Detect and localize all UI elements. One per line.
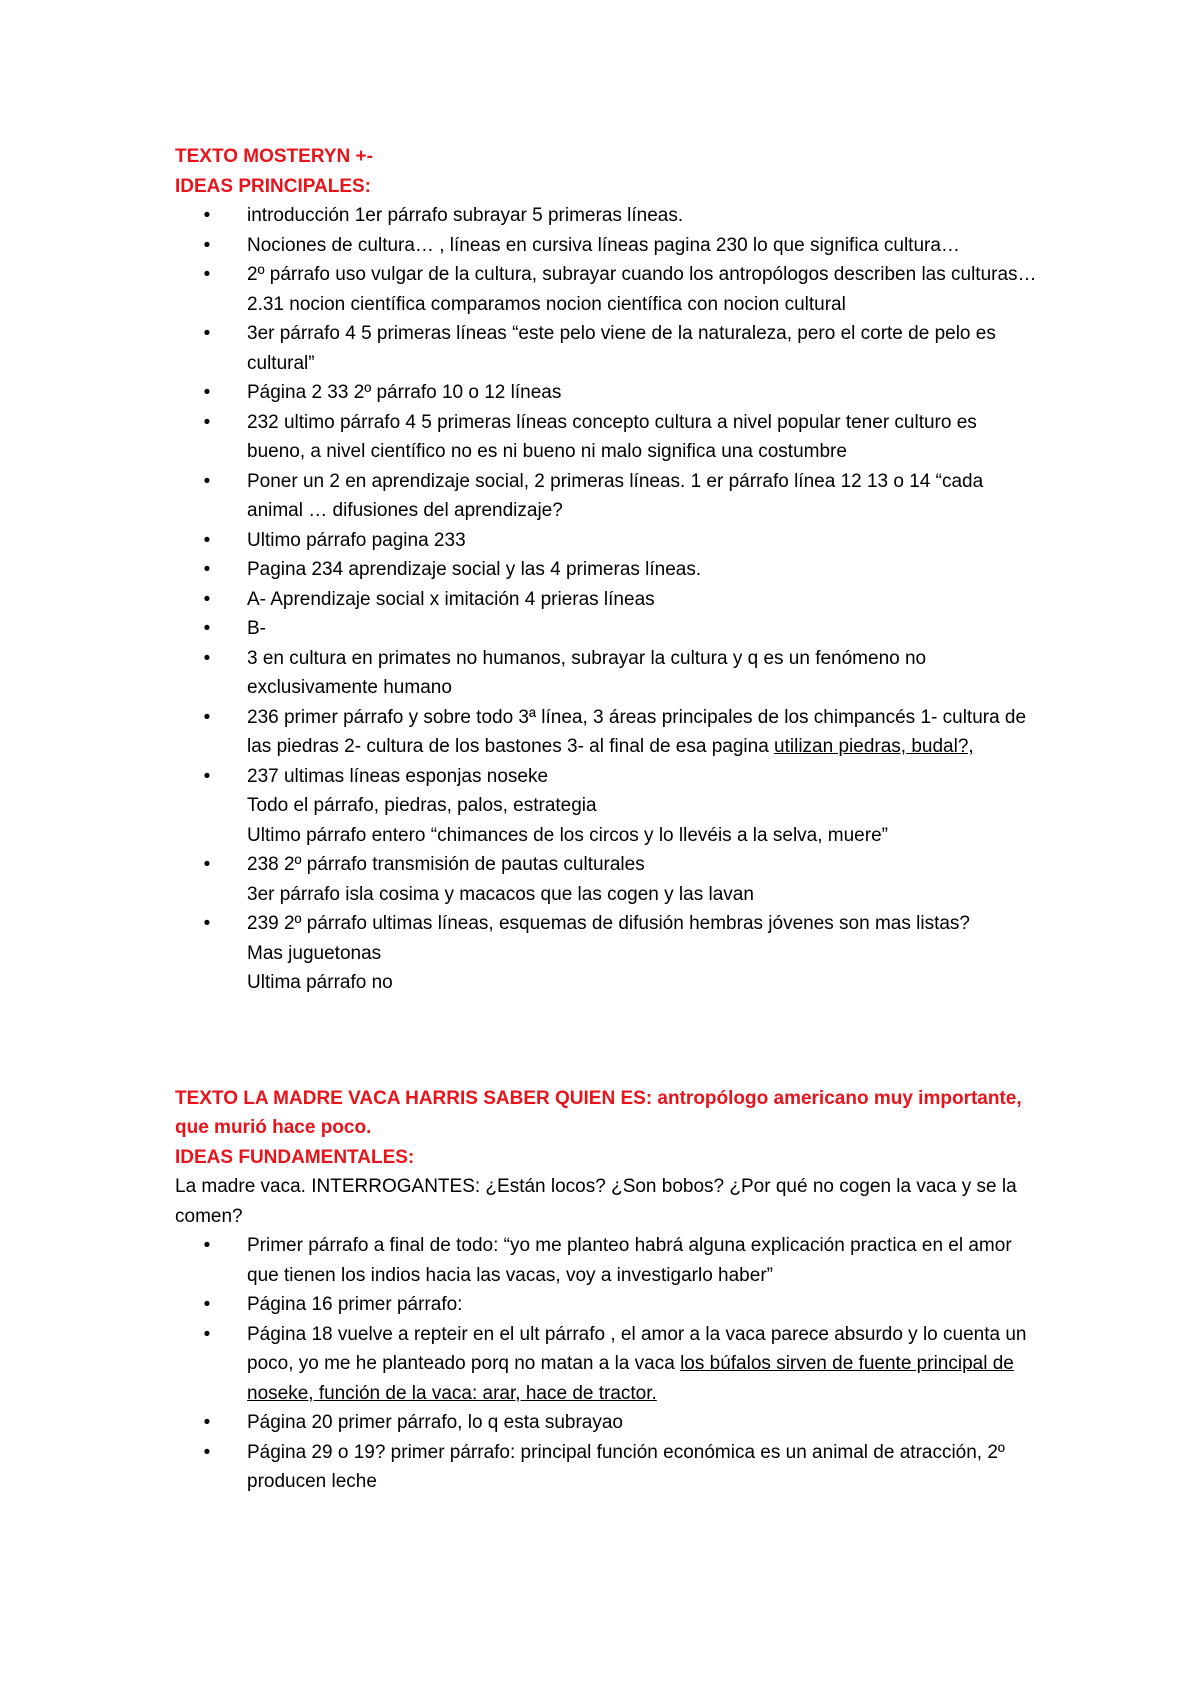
section-2	[175, 1084, 1040, 1497]
list-item	[175, 1320, 1040, 1409]
list-item	[175, 614, 1040, 644]
list-item-text: Página 2 33 2º párrafo 10 o 12 líneas	[247, 382, 562, 403]
list-item	[175, 585, 1040, 615]
bullet-icon: •	[203, 382, 211, 403]
list-item-text: 2º párrafo uso vulgar de la cultura, subrayar cuando los antropólogos describen las culturas… 2.31 nocion científica comparamos nocion científica con nocion cultural	[247, 264, 1037, 315]
list-item-text: 239 2º párrafo ultimas líneas, esquemas de difusión hembras jóvenes son mas listas?	[247, 913, 970, 934]
list-item	[175, 526, 1040, 556]
list-item	[175, 1290, 1040, 1320]
bullet-icon: •	[203, 470, 211, 492]
underlined-text: los búfalos sirven de fuente principal de noseke, función de la vaca: arar, hace de tractor.	[247, 1353, 1014, 1404]
bullet-icon: •	[203, 559, 211, 580]
bullet-icon: •	[203, 264, 211, 285]
list-item-text: A- Aprendizaje social x imitación 4 prieras líneas	[247, 588, 655, 610]
list-item-text: Página 20 primer párrafo, lo q esta subrayao	[247, 1412, 623, 1433]
list-item	[175, 260, 1040, 319]
bullet-icon: •	[203, 1294, 211, 1315]
continuation-line: Todo el párrafo, piedras, palos, estrategia	[247, 795, 597, 816]
list-item-text: 3 en cultura en primates no humanos, subrayar la cultura y q es un fenómeno no exclusivamente humano	[247, 647, 927, 698]
section-1-title: TEXTO MOSTERYN +-	[175, 146, 373, 167]
list-item	[175, 231, 1040, 261]
list-item-text: 3er párrafo 4 5 primeras líneas “este pelo viene de la naturaleza, pero el corte de pelo es cultural”	[247, 323, 996, 374]
bullet-icon: •	[203, 1235, 211, 1256]
list-item-text: Página 29 o 19? primer párrafo: principal función económica es un animal de atracción, 2º producen leche	[247, 1441, 1005, 1492]
list-item	[175, 201, 1040, 231]
list-item-text: Pagina 234 aprendizaje social y las 4 primeras líneas.	[247, 559, 702, 580]
list-item-text: 237 ultimas líneas esponjas noseke	[247, 765, 549, 787]
list-item-text: 232 ultimo párrafo 4 5 primeras líneas concepto cultura a nivel popular tener culturo es bueno, a nivel científico no es ni bueno ni malo significa una costumbre	[247, 411, 977, 462]
section-2-subtitle: IDEAS FUNDAMENTALES:	[175, 1146, 415, 1168]
bullet-icon: •	[203, 323, 211, 344]
bullet-icon: •	[203, 706, 211, 728]
list-item	[175, 555, 1040, 585]
continuation-line: 3er párrafo isla cosima y macacos que las cogen y las lavan	[247, 883, 754, 905]
list-item-text: B-	[247, 618, 266, 639]
list-item	[175, 378, 1040, 408]
list-item-text: Nociones de cultura… , líneas en cursiva líneas pagina 230 lo que significa cultura…	[247, 234, 960, 256]
list-item	[175, 1231, 1040, 1290]
list-item	[175, 644, 1040, 703]
list-item	[175, 909, 1040, 998]
list-item-text: Primer párrafo a final de todo: “yo me planteo habrá alguna explicación practica en el amor que tienen los indios hacia las vacas, voy a investigarlo haber”	[247, 1235, 1012, 1286]
section-1	[175, 142, 1040, 998]
section-1-bullet-list	[175, 201, 1040, 998]
list-item	[175, 408, 1040, 467]
list-item-text: Ultimo párrafo pagina 233	[247, 529, 466, 551]
section-2-intro: La madre vaca. INTERROGANTES: ¿Están locos? ¿Son bobos? ¿Por qué no cogen la vaca y se la comen?	[175, 1176, 1017, 1227]
list-item	[175, 1438, 1040, 1497]
list-item	[175, 467, 1040, 526]
bullet-icon: •	[203, 529, 211, 551]
list-item-text: Poner un 2 en aprendizaje social, 2 primeras líneas. 1 er párrafo línea 12 13 o 14 “cada animal … difusiones del aprendizaje?	[247, 470, 984, 521]
bullet-icon: •	[203, 618, 211, 639]
continuation-line: Ultimo párrafo entero “chimances de los circos y lo llevéis a la selva, muere”	[247, 824, 888, 846]
section-2-bullet-list	[175, 1231, 1040, 1497]
list-item	[175, 850, 1040, 909]
bullet-icon: •	[203, 234, 211, 256]
bullet-icon: •	[203, 913, 211, 934]
continuation-line: Ultima párrafo no	[247, 972, 393, 993]
list-item	[175, 703, 1040, 762]
bullet-icon: •	[203, 1441, 211, 1463]
list-item	[175, 319, 1040, 378]
list-item	[175, 1408, 1040, 1438]
section-2-title: TEXTO LA MADRE VACA HARRIS SABER QUIEN ES: antropólogo americano muy importante, que murió hace poco.	[175, 1087, 1022, 1138]
list-item-text: Página 16 primer párrafo:	[247, 1294, 463, 1315]
bullet-icon: •	[203, 1323, 211, 1345]
bullet-icon: •	[203, 205, 211, 226]
section-1-subtitle: IDEAS PRINCIPALES:	[175, 175, 372, 197]
bullet-icon: •	[203, 1412, 211, 1433]
bullet-icon: •	[203, 588, 211, 610]
list-item-text: introducción 1er párrafo subrayar 5 primeras líneas.	[247, 205, 684, 226]
bullet-icon: •	[203, 647, 211, 669]
continuation-line: Mas juguetonas	[247, 942, 382, 964]
list-item-text: Página 18 vuelve a repteir en el ult párrafo , el amor a la vaca parece absurdo y lo cuenta un poco, yo me he planteado porq no matan a la vaca	[247, 1323, 1027, 1374]
bullet-icon: •	[203, 765, 211, 787]
list-item	[175, 762, 1040, 851]
list-item-text: 236 primer párrafo y sobre todo 3ª línea, 3 áreas principales de los chimpancés 1- cultura de las piedras 2- cultura de los bastones 3- al final de esa pagina	[247, 706, 1027, 757]
bullet-icon: •	[203, 854, 211, 875]
list-item-text: 238 2º párrafo transmisión de pautas culturales	[247, 854, 645, 875]
bullet-icon: •	[203, 411, 211, 433]
underlined-text: utilizan piedras, budal?,	[774, 736, 974, 757]
